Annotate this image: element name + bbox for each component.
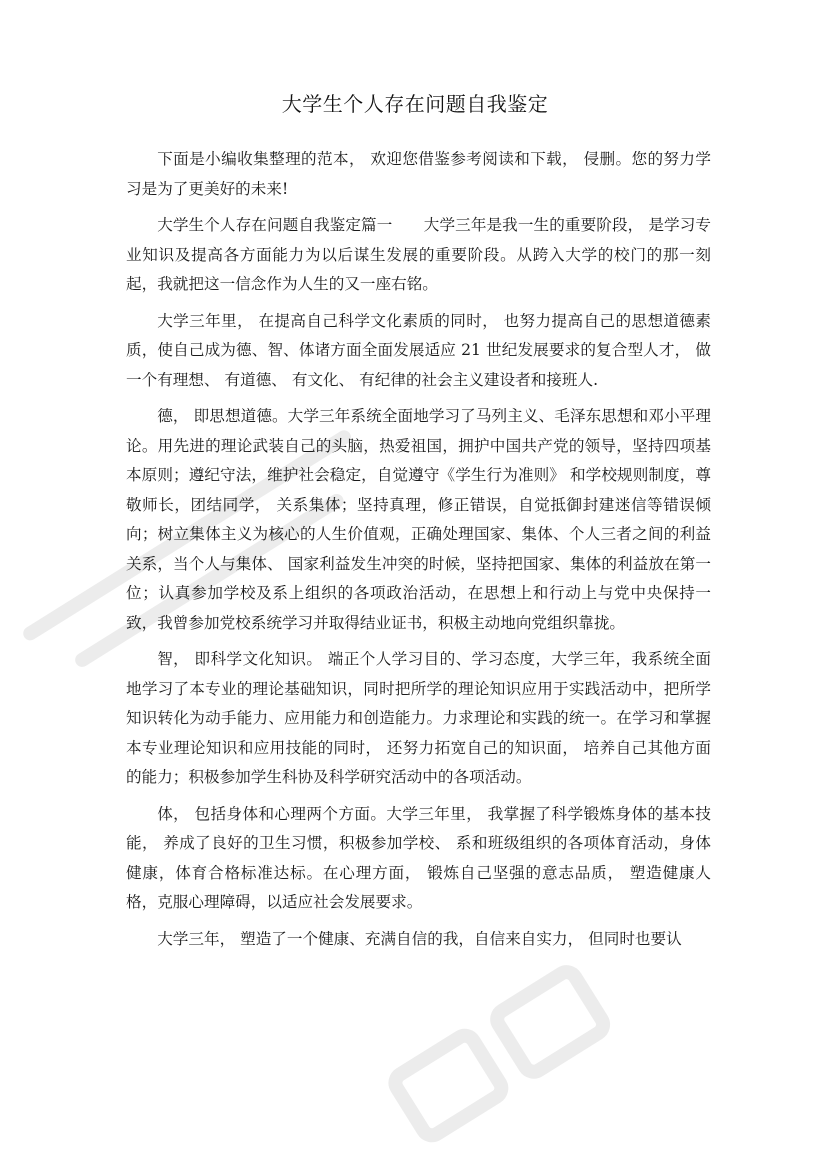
paragraph-physical: 体， 包括身体和心理两个方面。大学三年里， 我掌握了科学锻炼身体的基本技能， 养成了良好的卫生习惯，积极参加学校、 系和班级组织的各项体育活动，身体健康，体育合格标准达标。在心理方面， 锻炼自己坚强的意志品质， 塑造健康人格，克服心理障碍，以适应社会发展要求。 xyxy=(126,804,711,911)
paragraph-three-years: 大学三年里， 在提高自己科学文化素质的同时， 也努力提高自己的思想道德素质，使自己成为德、智、体诸方面全面发展适应 21 世纪发展要求的复合型人才， 做一个有理想、 有道德、 有文化、 有纪律的社会主义建设者和接班人. xyxy=(126,311,711,389)
paragraph-morality: 德， 即思想道德。大学三年系统全面地学习了马列主义、毛泽东思想和邓小平理论。用先进的理论武装自己的头脑，热爱祖国，拥护中国共产党的领导，坚持四项基本原则；遵纪守法，维护社会稳定，自觉遵守《学生行为准则》 和学校规则制度，尊敬师长，团结同学， 关系集体；坚持真理，修正错误，自觉抵御封建迷信等错误倾向；树立集体主义为核心的人生价值观，正确处理国家、集体、个人三者之间的利益关系，当个人与集体、 国家利益发生冲突的时候，坚持把国家、集体的利益放在第一位；认真参加学校及系上组织的各项政治活动，在思想上和行动上与党中央保持一致，我曾参加党校系统学习并取得结业证书，积极主动地向党组织靠拢。 xyxy=(126,407,711,632)
paragraph-closing: 大学三年， 塑造了一个健康、充满自信的我，自信来自实力， 但同时也要认 xyxy=(157,929,682,948)
paragraph-intellect: 智， 即科学文化知识。 端正个人学习目的、学习态度，大学三年，我系统全面地学习了本专业的理论基础知识，同时把所学的理论知识应用于实践活动中，把所学知识转化为动手能力、应用能力和创造能力。力求理论和实践的统一。在学习和掌握本专业理论知识和应用技能的同时， 还努力拓宽自己的知识面， 培养自己其他方面的能力；积极参加学生科协及科学研究活动中的各项活动。 xyxy=(126,650,711,786)
document-title: 大学生个人存在问题自我鉴定 xyxy=(281,92,549,116)
paragraph-section-one: 大学生个人存在问题自我鉴定篇一 大学三年是我一生的重要阶段， 是学习专业知识及提高各方面能力为以后谋生发展的重要阶段。从跨入大学的校门的那一刻起，我就把这一信念作为人生的又一座右铭。 xyxy=(126,216,711,293)
document-body xyxy=(126,145,711,961)
paragraph-intro: 下面是小编收集整理的范本， 欢迎您借鉴参考阅读和下载， 侵删。您的努力学习是为了更美好的未来! xyxy=(126,150,711,198)
